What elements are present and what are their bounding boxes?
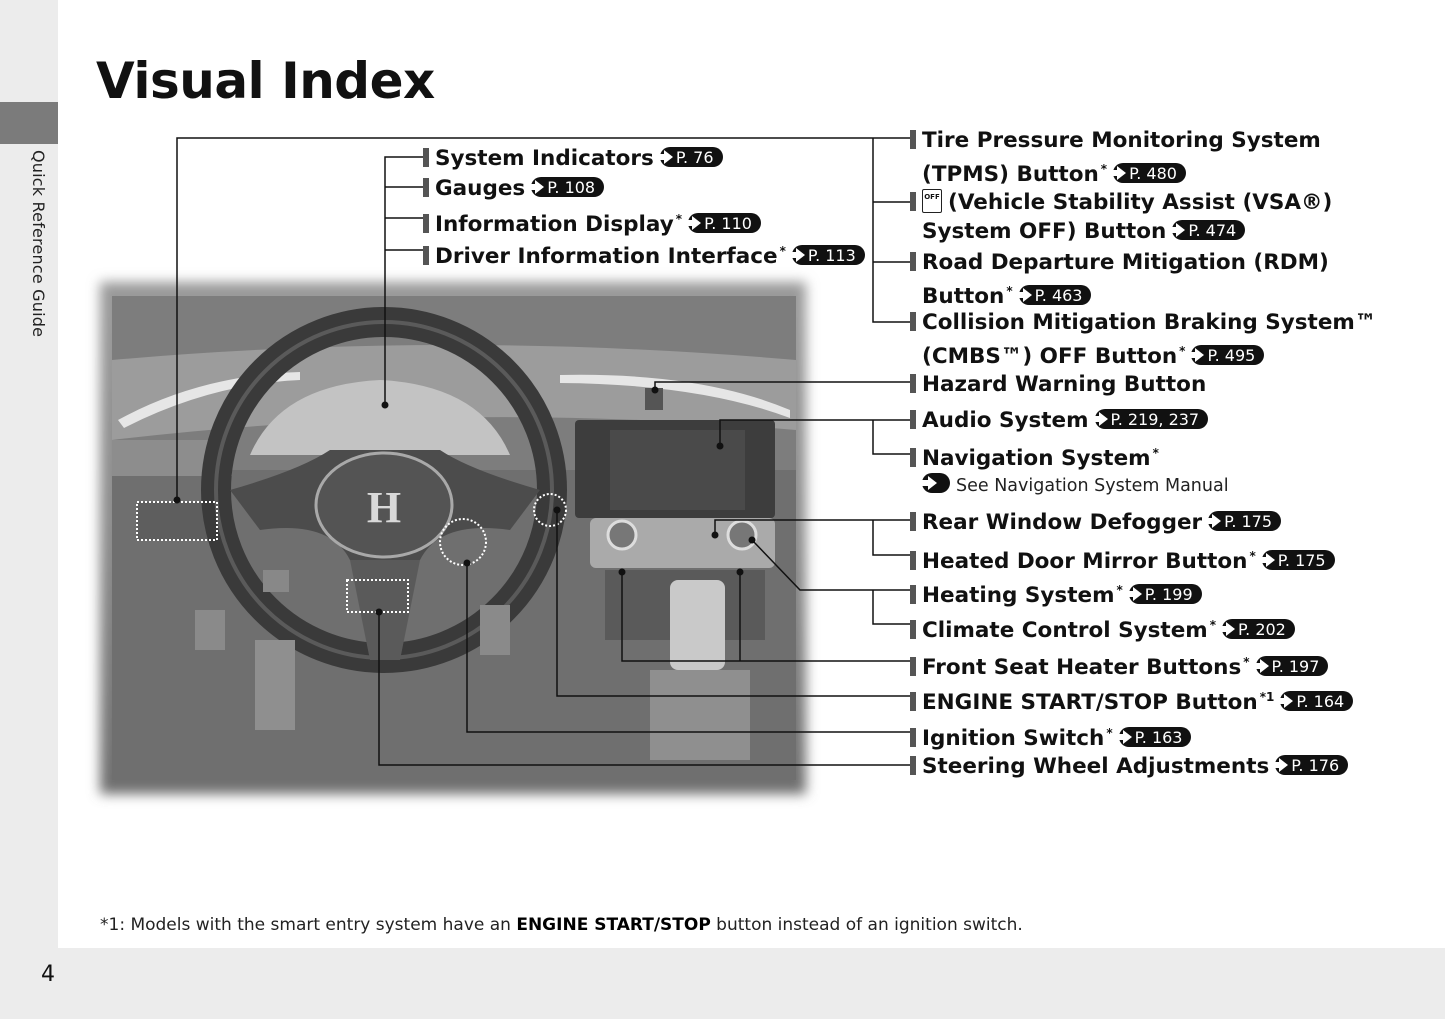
arrow-icon bbox=[1117, 166, 1126, 180]
arrow-icon bbox=[1279, 758, 1288, 772]
page-ref-link[interactable]: P. 175 bbox=[1262, 550, 1335, 570]
section-label: Quick Reference Guide bbox=[29, 150, 48, 338]
arrow-icon bbox=[1099, 412, 1108, 426]
page-ref-link[interactable]: P. 219, 237 bbox=[1095, 409, 1209, 429]
page-ref-link[interactable]: P. 199 bbox=[1129, 584, 1202, 604]
label-heating-system: Heating System * P. 199 bbox=[910, 576, 1202, 610]
arrow-icon bbox=[928, 476, 937, 490]
page-ref-link[interactable]: P. 164 bbox=[1280, 691, 1353, 711]
page-ref-link[interactable]: P. 495 bbox=[1191, 345, 1264, 365]
label-vsa-off-button: OFF(Vehicle Stability Assist (VSA®) System OFF) Button P. 474 bbox=[910, 188, 1332, 246]
svg-text:H: H bbox=[366, 483, 402, 532]
label-driver-information-interface: Driver Information Interface * P. 113 bbox=[423, 237, 865, 271]
page-ref-link[interactable]: P. 76 bbox=[660, 147, 723, 167]
label-audio-system: Audio System P. 219, 237 bbox=[910, 406, 1208, 435]
page-ref-link[interactable]: P. 163 bbox=[1119, 727, 1192, 747]
arrow-icon bbox=[1266, 553, 1275, 567]
nav-manual-note: See Navigation System Manual bbox=[922, 473, 1229, 496]
arrow-icon bbox=[1284, 694, 1293, 708]
page-ref-link[interactable]: P. 175 bbox=[1208, 511, 1281, 531]
label-rdm-button: Road Departure Mitigation (RDM) Button * P. 463 bbox=[910, 248, 1329, 311]
arrow-icon bbox=[1195, 348, 1204, 362]
page-ref-link[interactable]: P. 202 bbox=[1222, 619, 1295, 639]
label-cmbs-off-button: Collision Mitigation Braking System™ (CMBS™) OFF Button * P. 495 bbox=[910, 308, 1376, 371]
label-engine-start-stop-button: ENGINE START/STOP Button $^{*1}$ P. 164 bbox=[910, 683, 1353, 717]
page-number: 4 bbox=[41, 962, 55, 987]
page-title: Visual Index bbox=[96, 52, 435, 110]
label-climate-control-system: Climate Control System * P. 202 bbox=[910, 611, 1295, 645]
arrow-icon bbox=[692, 216, 701, 230]
label-heated-door-mirror-button: Heated Door Mirror Button * P. 175 bbox=[910, 542, 1335, 576]
label-gauges: Gauges P. 108 bbox=[423, 174, 604, 203]
page-ref-link[interactable]: P. 110 bbox=[688, 213, 761, 233]
label-rear-window-defogger: Rear Window Defogger P. 175 bbox=[910, 508, 1281, 537]
label-hazard-warning-button: Hazard Warning Button bbox=[910, 370, 1206, 399]
arrow-icon bbox=[664, 150, 673, 164]
label-steering-wheel-adjustments: Steering Wheel Adjustments P. 176 bbox=[910, 752, 1348, 781]
label-front-seat-heater-buttons: Front Seat Heater Buttons * P. 197 bbox=[910, 648, 1328, 682]
label-tpms-button: Tire Pressure Monitoring System (TPMS) Button * P. 480 bbox=[910, 126, 1321, 189]
page-ref-link[interactable]: P. 474 bbox=[1172, 220, 1245, 240]
arrow-icon bbox=[1123, 730, 1132, 744]
arrow-icon bbox=[1133, 587, 1142, 601]
label-system-indicators: System Indicators P. 76 bbox=[423, 144, 723, 173]
footnote: *1: Models with the smart entry system have an ENGINE START/STOP button instead of an ignition switch. bbox=[100, 915, 1023, 935]
arrow-icon bbox=[1260, 659, 1269, 673]
page-ref-link[interactable]: P. 113 bbox=[792, 245, 865, 265]
arrow-icon bbox=[535, 180, 544, 194]
arrow-icon bbox=[1176, 223, 1185, 237]
page-ref-link[interactable]: P. 197 bbox=[1256, 656, 1329, 676]
page-ref-link[interactable]: P. 463 bbox=[1019, 285, 1092, 305]
label-navigation-system: Navigation System * bbox=[910, 439, 1159, 473]
vsa-off-icon bbox=[922, 189, 942, 213]
arrow-icon bbox=[1023, 288, 1032, 302]
page-ref-link[interactable]: P. 480 bbox=[1113, 163, 1186, 183]
page-ref-link[interactable]: P. 176 bbox=[1275, 755, 1348, 775]
label-information-display: Information Display * P. 110 bbox=[423, 205, 761, 239]
label-ignition-switch: Ignition Switch * P. 163 bbox=[910, 719, 1191, 753]
dashboard-photo bbox=[100, 282, 806, 794]
arrow-icon bbox=[1212, 514, 1221, 528]
nav-manual-link[interactable] bbox=[922, 473, 950, 493]
arrow-icon bbox=[1226, 622, 1235, 636]
page-ref-link[interactable]: P. 108 bbox=[531, 177, 604, 197]
arrow-icon bbox=[796, 248, 805, 262]
